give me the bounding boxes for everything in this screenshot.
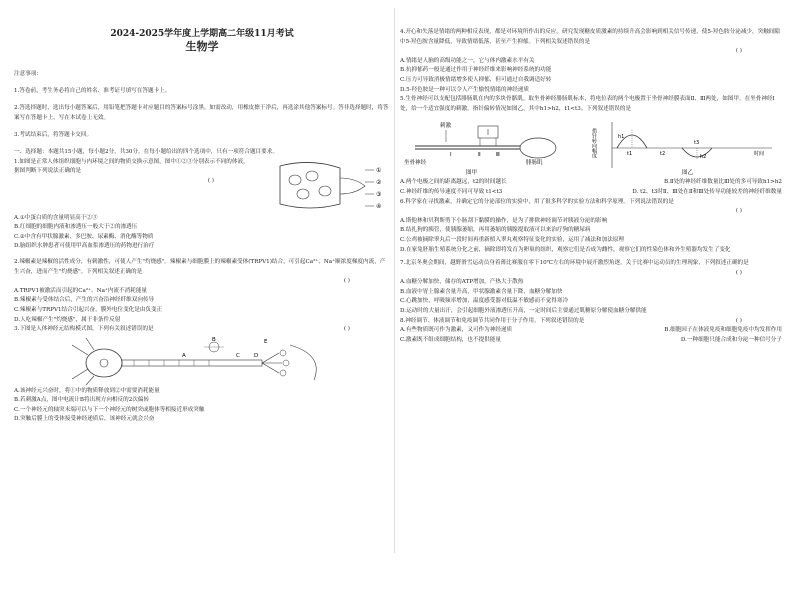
q8-stem-row (400, 317, 782, 327)
q7-option-a: A.血糖分解加快，储存的ATP增加，产热大于散热 (400, 279, 524, 286)
fig1-caption: 图甲 (466, 170, 478, 177)
q6-option-d: D.在家兔胚胎生殖系统分化之前，摘除即将发育为卵巢的组织，观察它们是否成为雌性，观察它们的性染色体和外生殖器均发生了变化 (400, 246, 731, 253)
q2-answer-paren: ( ) (343, 278, 350, 285)
fig2-caption: 图乙 (682, 170, 694, 177)
q7-option-b: B.血液中胃上腺素含量升高，甲状腺激素含量下降，血糖分解加快 (400, 288, 563, 295)
q5-options-row-2 (400, 188, 782, 198)
fig-n3: Ⅲ (496, 152, 500, 159)
q8-options-row-1 (400, 326, 782, 336)
q8-option-a: A.有些物质既可作为激素，又可作为神经递质 (400, 327, 513, 334)
q8-option-d: D.一种细胞只能合成和分泌一种信号分子 (680, 336, 782, 343)
fig-n1: Ⅰ (450, 152, 452, 159)
graph-h1: h1 (618, 134, 625, 141)
q4-option-b: B.抗抑郁药一般是通过作用于神经纤维来影响神经系统的功能 (400, 67, 552, 74)
q6-option-b: B.结扎狗的胰管，使胰腺萎缩，再用萎缩的胰腺提取液可以来治疗狗的糖尿病 (400, 227, 591, 234)
q4-stem: 4.开心和失落是情绪的两种相反表现，都是对环境所作出的反应。研究发现糖皮质激素的持续升高会影响到相关信号传递，使5-羟色胺分泌减少，突触间隙中5-羟色胺含量降低，导致情绪低落，甚至产生抑郁。下列相关叙述错误的是 (400, 29, 780, 45)
q3-stem-row (14, 325, 390, 335)
q3-label-d: D (254, 352, 259, 359)
q2-option-c: C.辣椒素与TRPV1结合引起兴奋，膜外电位变化是由负变正 (14, 306, 163, 313)
fig-stim-label: 刺激 (440, 123, 452, 130)
graph-t2: t2 (660, 151, 666, 158)
q4-answer-paren: ( ) (735, 48, 742, 55)
q2-option-d: D.人吃辣椒产生"灼烧感"，属于非条件反射 (14, 316, 121, 323)
q5-option-b: B.Ⅱ处的神经纤维数量比Ⅲ处的多可导致h1>h2 (663, 179, 782, 186)
graph-h2: h2 (700, 154, 707, 161)
q8-option-b: B.细胞因子在体液免疫和细胞免疫中均发挥作用 (664, 327, 782, 334)
q2-stem: 2.辣椒素是辣椒的活性成分，有刺激性，可使人产生"灼烧感"。辣椒素与细胞膜上的辣椒素受体(TRPV1)结合，可引起Ca²⁺、Na⁺顺浓度梯度内流，产生兴奋，进而产生"灼烧感"。下列相关叙述正确的是 (14, 258, 386, 275)
q6-answer-paren: ( ) (735, 208, 742, 215)
q7-answer-paren: ( ) (735, 269, 742, 276)
q6-stem: 6.科学家在寻找激素，并确定它的分泌部位的实验中，用了很多科学的实验方法和科学原理。下列说法错误的是 (400, 198, 674, 205)
q1-option-d: D.脑组织水肿患者可使用甲高血浆渗透压的药物进行治疗 (14, 243, 155, 250)
fig-nerve-label: 坐骨神经 (404, 160, 427, 167)
q1-option-b: B.红细胞的细胞内液和渗透压一般大于②的渗透压 (14, 224, 138, 231)
section-heading: 一、选择题：本题共15小题，每小题2分，共30分。在每小题给出的四个选项中，只有一项符合题目要求。 (14, 148, 278, 155)
q1-stem: 1.如图是正常人体组织细胞与内环境之间的物质交换示意图，图中①②③分别表示不同的体液，据图判断下列说法正确的是 (14, 158, 249, 175)
q8-stem: 8.神经调节、体液调节和免疫调节共同作用于分子作用。下列叙述错误的是 (400, 317, 585, 324)
q8-answer-paren: ( ) (735, 317, 742, 324)
graph-t1: t1 (627, 151, 633, 158)
q8-options-row-2 (400, 336, 782, 346)
q5-options-row-1 (400, 178, 782, 188)
q4-option-a: A.情绪是人脑的高级功能之一，它与体内激素水平有关 (400, 57, 535, 64)
notes-heading: 注意事项: (14, 71, 39, 77)
q3-label-e: E (264, 338, 268, 345)
fig-n2: Ⅱ (478, 152, 481, 159)
q5-option-a: A.两个电极之间的距离越远，t2的时间越长 (400, 179, 507, 186)
q1-label-1: ① (376, 166, 382, 174)
q6-option-a: A.斯他林和贝利斯剪下小肠刮下黏膜的操作，是为了排除神经调节对胰液分泌的影响 (400, 217, 608, 224)
q6-option-c: C.公鸡被摘除睾丸后一段时间再重新植入睾丸观察特征变化的实验，运用了减法和加法原理 (400, 236, 625, 243)
nerve-muscle-figure (400, 118, 570, 176)
q1-answer-paren: ( ) (207, 177, 214, 184)
graph-time-label: 时间 (754, 151, 765, 158)
right-column (400, 28, 782, 589)
left-column (14, 0, 390, 561)
q7-option-c: C.心跳加快，呼吸频率增加，温度感受器对低温不敏感而不觉得寒冷 (400, 298, 569, 305)
q4-option-d: D.5-羟色胺是一种可以令人产生愉悦情绪的神经递质 (400, 86, 529, 93)
note-1: 1.答卷前，考生务必将自己的姓名、准考证号填写在答题卡上。 (14, 88, 171, 95)
q3-stem: 3.下图是人体神经元结构模式图，下列有关叙述错误的是 (14, 326, 154, 333)
q3-label-b: B (212, 336, 216, 343)
note-3: 3.考试结束后，将答题卡交回。 (14, 131, 93, 138)
q2-option-b: B.辣椒素与受体结合后，产生的兴奋沿神经纤维双向传导 (14, 297, 155, 304)
q3-option-b: B.若刺激A点，图中电流计B将出现方向相反的2次偏转 (14, 397, 150, 404)
q7-stem: 7.北京冬奥会期间，越野滑雪运动员身着薄比赛服在零下10℃左右的环境中展开激烈角逐，关于比赛中运动员的生理现象，下列叙述正确的是 (400, 260, 749, 267)
q3-label-a: A (182, 352, 186, 359)
graph-t3: t3 (694, 140, 700, 147)
q4-option-c: C.压力可导致消极情绪增多使人抑郁，但可通过自我调适好转 (400, 76, 552, 83)
q3-label-c: C (236, 352, 240, 359)
q3-option-a: A.该神经元兴奋时，将①中的物质释放到②中需要消耗能量 (14, 387, 160, 394)
q5-option-c: C.神经纤维的传导速度不同可导致 t1<t3 (400, 188, 503, 195)
q8-option-c: C.激素既不组成细胞结构，也不提供能量 (400, 336, 501, 343)
q7-option-d: D.运动时的大量出汗，会引起细胞外液渗透压升高，一定时间后主要通过肌糖原分解使血糖分解供能 (400, 308, 647, 315)
q1-option-a: A.①中蛋白质的含量明显高于②③ (14, 214, 98, 221)
q1-option-c: C.②中含有甲状腺激素、多巴胺、尿素酶、消化酶等物质 (14, 233, 154, 240)
q5-figures (400, 118, 782, 176)
needle-deflection-graph (592, 118, 782, 176)
q5-option-d: D. t2、t3时Ⅱ、Ⅲ处在Ⅱ和Ⅲ处传导功能较差的神经纤维数量 (632, 188, 782, 195)
neuron-diagram (64, 335, 344, 387)
note-2: 2.答选择题时，选出每小题答案后，用铅笔把答题卡对应题目的答案标号涂黑。如需改动，用橡皮擦干净后，再选涂其他答案标号。答非选择题时，将答案写在答题卡上，写在本试卷上无效。 (14, 105, 389, 121)
tissue-exchange-diagram (270, 158, 390, 214)
q1-label-4: ④ (376, 202, 382, 210)
q2-option-a: A.TRPV1被激活而引起的Ca²⁺、Na⁺内流不消耗能量 (14, 287, 148, 294)
q1-label-3: ③ (376, 190, 382, 198)
fig-muscle-label: 腓肠肌 (526, 160, 543, 167)
q3-option-d: D.突触后膜上的受体接受神经递质后，该神经元就会兴奋 (14, 416, 155, 423)
q3-option-c: C.一个神经元的轴突末端可以与下一个神经元的树突或胞体等相接近形成突触 (14, 406, 205, 413)
q1-label-2: ② (376, 178, 382, 186)
q3-answer-paren: ( ) (343, 326, 350, 333)
question-1 (14, 158, 390, 214)
q5-stem: 5.生骨神经可以支配包括腓肠肌在内的多块骨骼肌。取坐骨神经腓肠肌标本，将电位表的两个电极置于坐骨神经膜表面Ⅱ、Ⅲ两处，如图甲。在坐骨神经Ⅰ处，给一个适宜强度的刺激，指针偏转情况如图乙，其中h1>h2，t1<t3。下列叙述错误的是 (400, 96, 775, 112)
graph-ylabel: 指针转向幅度 (591, 128, 597, 159)
exam-title: 2024-2025学年度上学期高二年级11月考试 (110, 29, 294, 39)
column-divider (394, 8, 395, 553)
subject-title: 生物学 (185, 40, 219, 53)
